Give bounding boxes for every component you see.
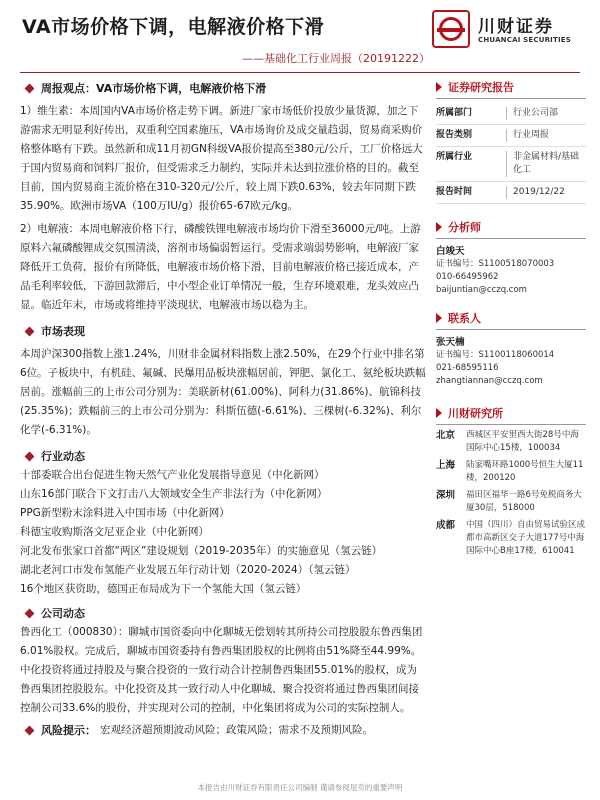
company-paragraph: 鲁西化工（000830）：聊城市国资委向中化聊城无偿划转其所持公司控股股东鲁西集团6.01%股权。完成后，聊城市国资委持有鲁西集团股权的比例将由51%降至44.99%。中化投资将通过持股及与聚合投资的一致行动合计控制鲁西集团55.01%的股权，成为鲁西集团控股股东。中化投资及其一致行动人中化聊城、聚合投资将通过鲁西集团间接控制公司33.6%的股份，并实现对公司的控制，中化集团将成为公司的实际控制人。 <box>20 626 423 714</box>
info-row-date: 报告时间 2019/12/22 <box>436 182 586 204</box>
contact-heading: 联系人 <box>436 309 586 327</box>
report-subtitle: ——基础化工行业周报（20191222） <box>242 52 430 65</box>
triangle-icon <box>436 222 442 232</box>
triangle-icon <box>436 408 442 418</box>
header-divider <box>20 72 580 73</box>
news-item: PPG新型粉末涂料进入中国市场（中化新网） <box>20 507 230 519</box>
report-info-table <box>436 103 586 204</box>
divider <box>436 238 586 239</box>
report-title: VA市场价格下调，电解液价格下滑 <box>22 16 325 38</box>
analyst-email[interactable]: baijuntian@cczq.com <box>436 285 527 295</box>
info-row-category: 报告类别 行业周报 <box>436 125 586 147</box>
section-marker-icon <box>25 608 35 618</box>
section-marker-icon <box>25 725 35 735</box>
page-footer: 本报告由川财证券有限责任公司编制 谨请参阅尾页的重要声明 <box>197 783 403 792</box>
company-heading: 公司动态 <box>20 603 426 623</box>
main-content <box>20 78 426 740</box>
research-heading: 川财研究所 <box>436 404 586 422</box>
info-row-industry: 所属行业 非金属材料/基础化工 <box>436 147 586 182</box>
news-item: 湖北老河口市发布氢能产业发展五年行动计划（2020-2024）（氢云链） <box>20 564 356 576</box>
contact-name: 张天楠 <box>436 337 465 348</box>
news-item: 山东16部门联合下文打击八大领域安全生产非法行为（中化新网） <box>20 488 328 500</box>
electrolyte-paragraph: 2）电解液：本周电解液价格下行，磷酸铁锂电解液市场均价下滑至36000元/吨。上游原料六氟磷酸锂成交氛围清淡，溶剂市场偏弱暂运行。受需求端弱势影响，电解液厂家降低开工负荷，报价有所降低，电解液市场价格下滑，目前电解液价格已接近成本，产品毛利率较低，下游回款滞后，中小型企业订单情况一般，生存环境艰难，龙头效应凸显。临近年末，市场或将维持平淡现状，电解液市场以稳为主。 <box>20 223 421 311</box>
contact-email[interactable]: zhangtiannan@cczq.com <box>436 376 543 386</box>
contact-cert: 证书编号：S1100118060014 <box>436 350 555 360</box>
section-marker-icon <box>25 83 35 93</box>
analyst-card <box>436 245 586 297</box>
analyst-name: 白竣天 <box>436 246 465 257</box>
report-info-heading: 证券研究报告 <box>436 78 586 96</box>
news-item: 十部委联合出台促进生物天然气产业化发展指导意见（中化新网） <box>20 469 325 481</box>
news-item: 河北发布张家口首都“两区”建设规划（2019-2035年）的实施意见（氢云链） <box>20 545 383 557</box>
logo-name-cn: 川财证券 <box>478 17 554 37</box>
analyst-heading: 分析师 <box>436 218 586 236</box>
triangle-icon <box>436 82 442 92</box>
office-shenzhen: 深圳 福田区福华一路6号免税商务大厦30层，518000 <box>436 490 582 513</box>
news-item: 16个地区获资助，德国正布局成为下一个氢能大国（氢云链） <box>20 583 307 595</box>
info-row-department: 所属部门 行业公司部 <box>436 103 586 125</box>
market-heading: 市场表现 <box>20 321 426 341</box>
office-shanghai: 上海 陆家嘴环路1000号恒生大厦11楼，200120 <box>436 460 584 483</box>
section-marker-icon <box>25 451 35 461</box>
triangle-icon <box>436 313 442 323</box>
office-beijing: 北京 西城区平安里西大街28号中海国际中心15楼，100034 <box>436 430 579 453</box>
analyst-phone: 010-66495962 <box>436 272 499 282</box>
summary-heading: 周报观点：VA市场价格下调，电解液价格下滑 <box>20 78 426 98</box>
section-marker-icon <box>25 326 35 336</box>
industry-news-list <box>20 466 426 599</box>
divider <box>436 98 586 99</box>
logo-name-en: CHUANCAI SECURITIES <box>478 36 571 44</box>
sidebar <box>436 78 586 558</box>
contact-phone: 021-68595116 <box>436 363 499 373</box>
analyst-cert: 证书编号：S1100518070003 <box>436 259 555 269</box>
industry-heading: 行业动态 <box>20 446 426 466</box>
vitamin-paragraph: 1）维生素：本周国内VA市场价格走势下调。新进厂家市场低价投放少量货源，加之下游需求无明显利好传出，双重利空国素施压，VA市场询价及成交量趋弱，贸易商采购价格整体略有下跌。虽然新和成11月初GN科级VA报价提高至380元/公斤，工厂价格远大于国内贸易商和饲料厂报价，但受需求乏力制约，实际并未达到拉涨价格的目的。截至目前，国内贸易商主流价格在310-320元/公斤，较上周下跌0.63%，较去年同期下跌35.90%。欧洲市场VA（100万IU/g）报价65-67欧元/kg。 <box>20 105 423 212</box>
news-item: 科德宝收购斯洛文尼亚企业（中化新网） <box>20 526 209 538</box>
market-paragraph: 本周沪深300指数上涨1.24%，川财非金属材料指数上涨2.50%，在29个行业中排名第6位。子板块中，有机硅、氟碱、民爆用品板块涨幅居前，钾肥、氯化工、氨纶板块跌幅居前。涨幅前三的上市公司分别为：美联新材(61.00%)、阿科力(31.86%)、航锦科技(25.35%)；跌幅前三的上市公司分别为：科斯伍德(-6.61%)、三棵树(-6.32%)、利尔化学(-6.31%)。 <box>20 348 426 436</box>
logo-icon <box>432 10 470 48</box>
risk-note: 风险提示： 宏观经济超预期波动风险；政策风险；需求不及预期风险。 <box>20 720 426 740</box>
divider <box>436 329 586 330</box>
office-chengdu: 成都 中国（四川）自由贸易试验区成都市高新区交子大道177号中海国际中心B座17楼，610041 <box>436 520 586 556</box>
company-logo <box>432 8 582 52</box>
divider <box>436 424 586 425</box>
contact-card <box>436 336 586 388</box>
